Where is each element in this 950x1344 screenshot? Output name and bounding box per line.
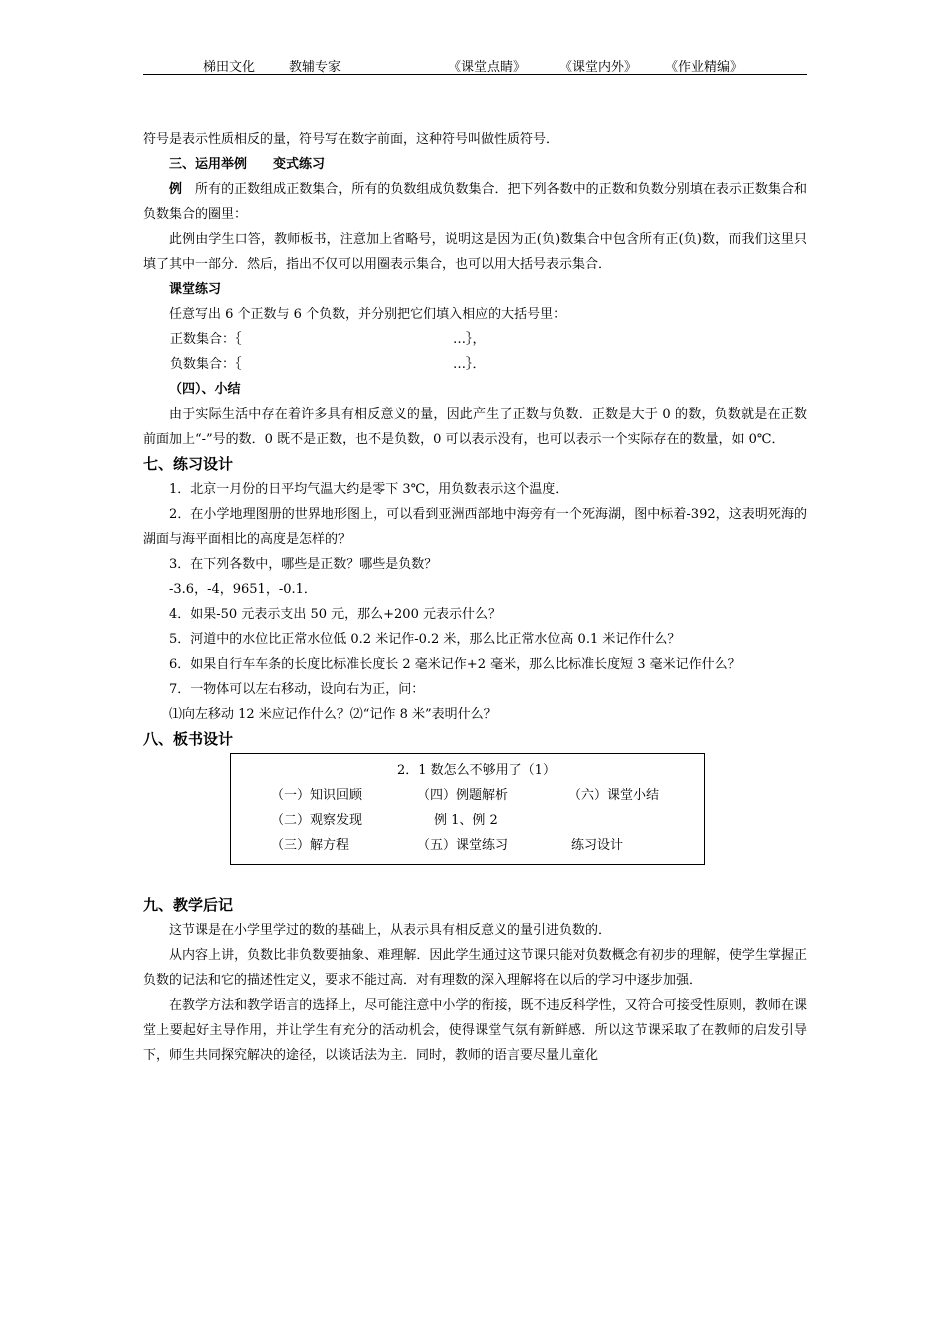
header-brand: 梯田文化 — [203, 60, 256, 75]
exercise-numbers: -3.6，-4，9651，-0.1． — [169, 582, 317, 597]
example-paragraph — [143, 177, 807, 227]
board-exercise-design: 练习设计 — [571, 838, 624, 853]
exercise-item-4: 4．如果-50 元表示支出 50 元，那么+200 元表示什么？ — [169, 607, 501, 622]
positive-set-label: 正数集合：｛ — [170, 332, 242, 347]
exercise-item-7-questions: ⑴向左移动 12 米应记作什么？⑵“记作 8 米”表明什么？ — [169, 707, 497, 722]
header-book-2: 《课堂内外》 — [559, 60, 638, 75]
exercise-item-3: 3．在下列各数中，哪些是正数？哪些是负数？ — [169, 557, 438, 572]
exercise-item-1: 1．北京一月份的日平均气温大约是零下 3℃，用负数表示这个温度． — [169, 482, 569, 497]
exercise-item-7: 7．一物体可以左右移动，设向右为正，问： — [169, 682, 425, 697]
postscript-paragraph-2: 从内容上讲，负数比非负数要抽象、难理解．因此学生通过这节课只能对负数概念有初步的理解，使学生掌握正负数的记法和它的描述性定义，要求不能过高．对有理数的深入理解将在以后的学习中逐步加强． — [143, 948, 807, 988]
example-text: 所有的正数组成正数集合，所有的负数组成负数集合．把下列各数中的正数和负数分别填在表示正数集合和负数集合的圈里： — [143, 182, 807, 222]
exercise-item-6: 6．如果自行车车条的长度比标准长度长 2 毫米记作+2 毫米，那么比标准长度短 3 毫米记作什么？ — [169, 657, 741, 672]
header-book-3: 《作业精编》 — [665, 60, 744, 75]
negative-set-end: …｝． — [453, 357, 486, 372]
postscript-paragraph-1: 这节课是在小学里学过的数的基础上，从表示具有相反意义的量引进负数的． — [169, 923, 612, 938]
intro-line: 符号是表示性质相反的量，符号写在数字前面，这种符号叫做性质符号． — [143, 132, 560, 147]
exercise-item-2: 2．在小学地理图册的世界地形图上，可以看到亚洲西部地中海旁有一个死海湖，图中标着-392，这表明死海的湖面与海平面相比的高度是怎样的？ — [143, 507, 807, 547]
summary-text: 由于实际生活中存在着许多具有相反意义的量，因此产生了正数与负数．正数是大于 0 的数，负数就是在正数前面加上“-”号的数．0 既不是正数，也不是负数，0 可以表示没有，也可以表示一个实际存在的数量，如 0℃． — [143, 407, 807, 447]
board-item-2: （二）观察发现 — [271, 813, 363, 828]
board-item-5: （五）课堂练习 — [417, 838, 509, 853]
practice-text: 任意写出 6 个正数与 6 个负数，并分别把它们填入相应的大括号里： — [169, 307, 567, 322]
positive-set-end: …｝， — [453, 332, 486, 347]
postscript-paragraph-3: 在教学方法和教学语言的选择上，尽可能注意中小学的衔接，既不违反科学性，又符合可接受性原则，教师在课堂上要起好主导作用，并让学生有充分的活动机会，使得课堂气氛有新鲜感．所以这节课采取了在教师的启发引导下，师生共同探究解决的途径，以谈话法为主．同时，教师的语言要尽量儿童化 — [143, 998, 807, 1063]
document-body — [143, 127, 807, 1068]
header-book-1: 《课堂点睛》 — [448, 60, 527, 75]
exercises-title: 七、练习设计 — [143, 455, 234, 473]
board-item-1: （一）知识回顾 — [271, 788, 363, 803]
board-heading: 2．1 数怎么不够用了（1） — [397, 763, 556, 778]
board-item-6: （六）课堂小结 — [568, 788, 660, 803]
board-item-3: （三）解方程 — [271, 838, 350, 853]
section-3-title: 三、运用举例 变式练习 — [169, 157, 326, 172]
header-slogan: 教辅专家 — [289, 60, 342, 75]
negative-set-label: 负数集合：｛ — [170, 357, 242, 372]
postscript-title: 九、教学后记 — [143, 896, 234, 914]
summary-title: （四）、小结 — [169, 382, 241, 397]
negative-set-line — [143, 352, 807, 377]
board-design-title: 八、板书设计 — [143, 730, 234, 748]
example-explanation: 此例由学生口答，教师板书，注意加上省略号，说明这是因为正(负)数集合中包含所有正(负)数，而我们这里只填了其中一部分．然后，指出不仅可以用圈表示集合，也可以用大括号表示集合． — [143, 232, 807, 272]
board-example-list: 例 1、例 2 — [434, 813, 498, 828]
positive-set-line — [143, 327, 807, 352]
section-spacer — [143, 865, 807, 893]
practice-title: 课堂练习 — [169, 282, 222, 297]
page-header — [143, 54, 807, 75]
example-label: 例 — [169, 182, 183, 197]
board-item-4: （四）例题解析 — [417, 788, 509, 803]
exercise-item-5: 5．河道中的水位比正常水位低 0.2 米记作-0.2 米，那么比正常水位高 0.1 米记作什么？ — [169, 632, 681, 647]
board-design-box — [230, 753, 705, 865]
